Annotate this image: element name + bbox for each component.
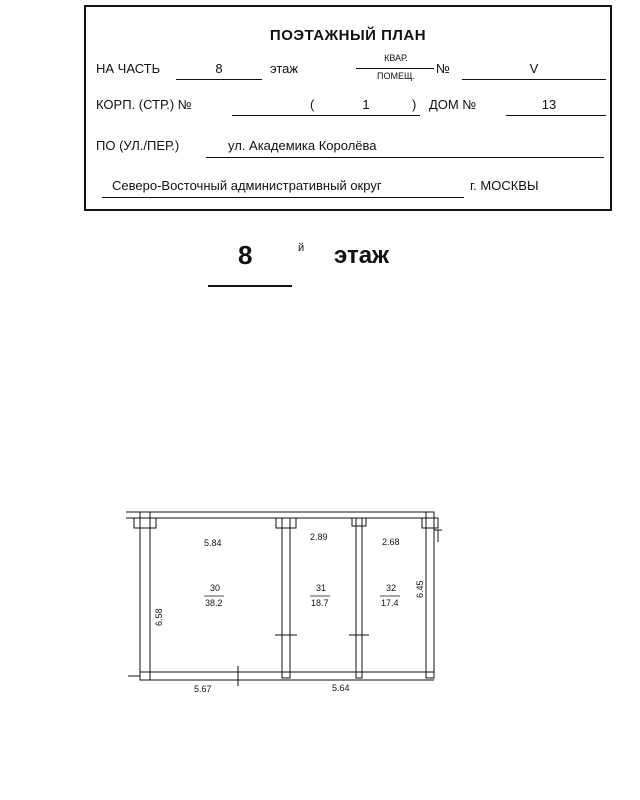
floor-label: этаж [270, 61, 299, 76]
partition-column-2 [352, 518, 366, 526]
kvar-divider [356, 68, 434, 69]
right-column [422, 518, 438, 528]
part-label: НА ЧАСТЬ [96, 61, 161, 76]
number-value: V [529, 61, 539, 76]
dim-right-vertical: 6.45 [415, 580, 425, 598]
number-underline [462, 79, 606, 80]
dim-bottom-left: 5.67 [194, 684, 212, 694]
street-value: ул. Академика Королёва [228, 138, 377, 153]
left-column [134, 518, 156, 528]
dim-bottom-right: 5.64 [332, 683, 350, 693]
partition-wall-1 [282, 518, 290, 678]
korp-open: ( [310, 97, 315, 112]
kvar-label: КВАР. [384, 53, 408, 63]
dim-top-right: 2.68 [382, 537, 400, 547]
title-stamp-box [84, 5, 612, 211]
floor-value: 8 [215, 61, 223, 76]
right-wall [426, 512, 434, 678]
korp-close: ) [412, 97, 417, 112]
left-wall [140, 512, 150, 680]
room-32-area: 17.4 [381, 598, 399, 608]
room-30-number: 30 [210, 583, 221, 593]
room-32-number: 32 [386, 583, 397, 593]
floor-word: этаж [334, 242, 390, 269]
street-label: ПО (УЛ./ПЕР.) [96, 138, 180, 153]
floor-underline [176, 79, 262, 80]
korp-value: 1 [362, 97, 370, 112]
street-underline [206, 157, 604, 158]
stamp-title: ПОЭТАЖНЫЙ ПЛАН [269, 27, 427, 44]
room-30-area: 38.2 [205, 598, 223, 608]
room-31-area: 18.7 [311, 598, 329, 608]
floor-number: 8 [238, 240, 253, 270]
number-label: № [436, 61, 450, 76]
dom-value: 13 [541, 97, 557, 112]
room-31-number: 31 [316, 583, 327, 593]
partition-wall-2 [356, 518, 362, 678]
dom-label: ДОМ № [429, 97, 477, 112]
korp-label: КОРП. (СТР.) № [96, 97, 192, 112]
district-underline [102, 197, 464, 198]
city-value: г. МОСКВЫ [470, 178, 539, 193]
pomesch-label: ПОМЕЩ. [377, 71, 415, 81]
dim-left-vertical: 6.58 [154, 608, 164, 626]
district-value: Северо-Восточный административный округ [112, 178, 382, 193]
floor-number-underline [208, 285, 292, 287]
dim-top-left: 5.84 [204, 538, 222, 548]
dim-top-mid: 2.89 [310, 532, 328, 542]
floor-plan-drawing [120, 500, 460, 710]
partition-column-1 [276, 518, 296, 528]
dom-underline [506, 115, 606, 116]
floor-suffix: й [298, 242, 305, 254]
korp-underline [232, 115, 420, 116]
